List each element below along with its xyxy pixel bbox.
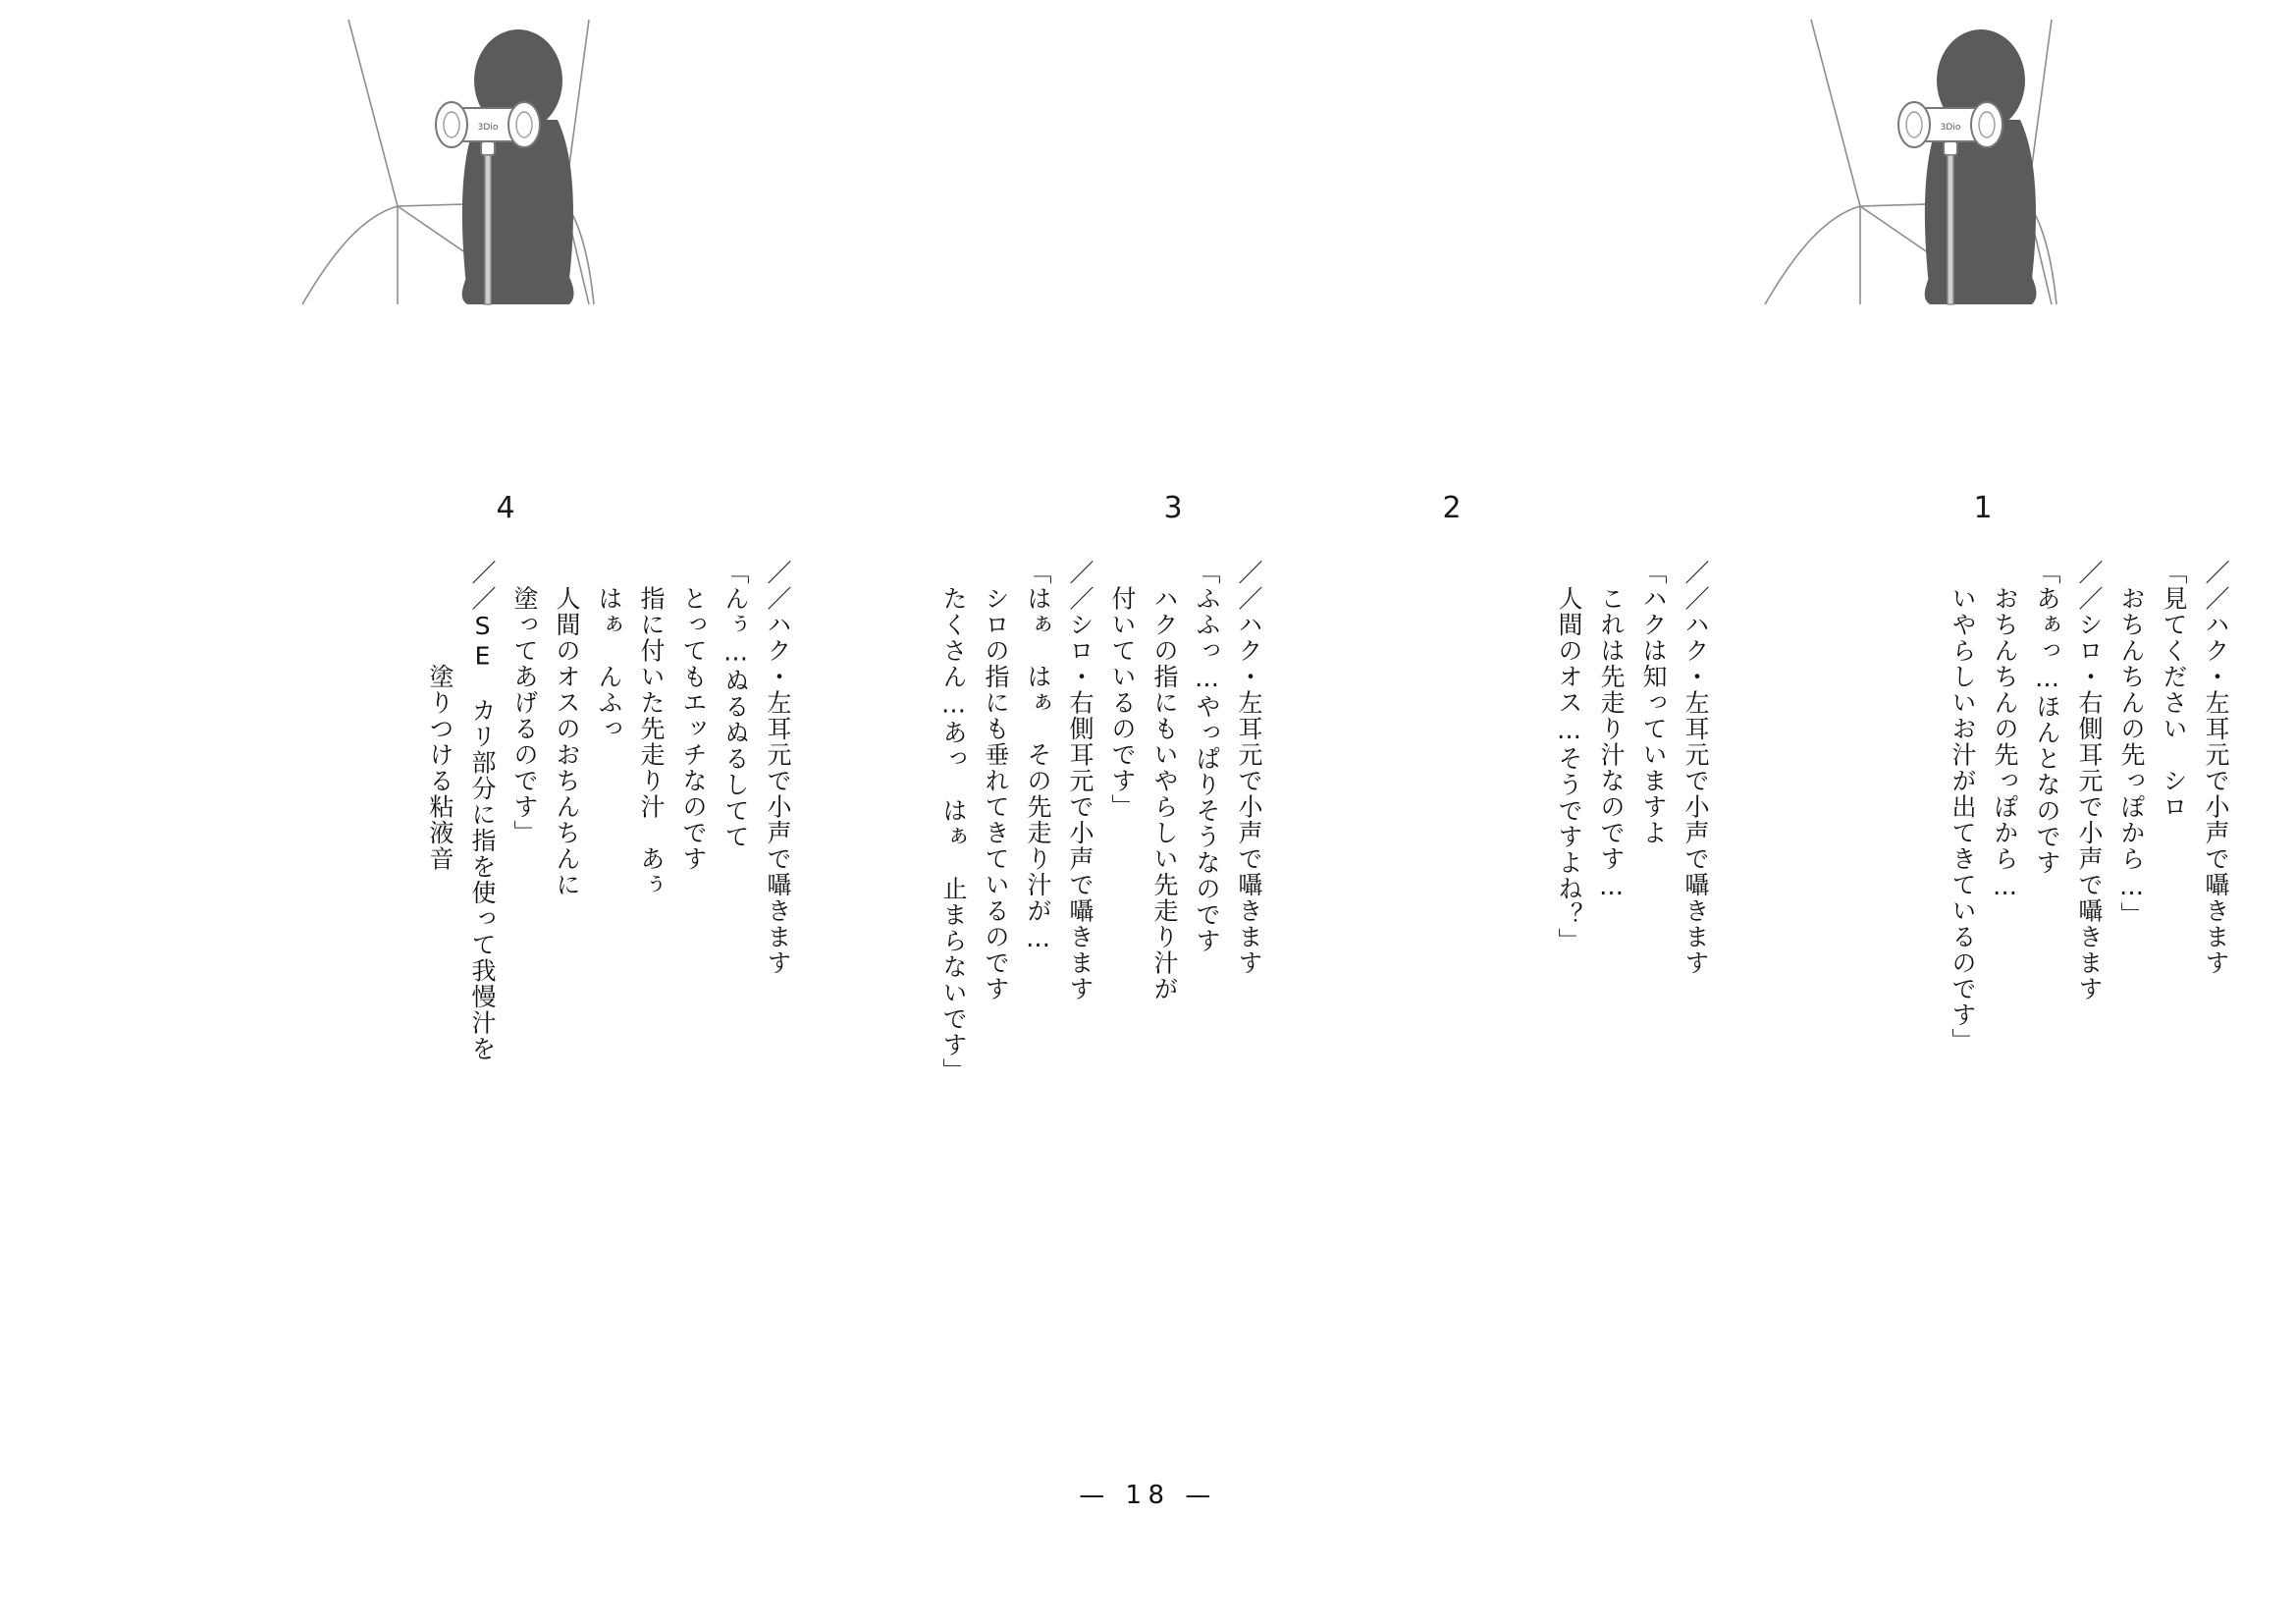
script-line: 人間のオス…そうですよね？」 [1555,560,1583,954]
script-line: ／／ハク・左耳元で小声で囁きます [2202,560,2230,976]
script-line: これは先走り汁なのです… [1597,560,1626,902]
script-line: 指に付いた先走り汁 あぅ [637,560,666,898]
svg-text:3Dio: 3Dio [1940,123,1961,133]
panel-number-3: 3 [1163,491,1183,525]
script-line: とってもエッチなのです [679,560,708,872]
script-line: いやらしいお汁が出てきているのです」 [1949,560,1977,1055]
panel-number-4: 4 [496,491,515,525]
illustration-panel-4 [294,10,717,461]
panel-1-drawing [1757,10,2179,461]
script-line: はぁ んふっ [595,560,623,742]
figure-silhouette [462,29,574,304]
script-line: 付いているのです」 [1108,560,1137,820]
page-number: — 18 — [1079,1481,1217,1510]
panel-number-2: 2 [1442,491,1462,525]
script-line: 「見てください シロ [2160,560,2188,820]
script-line: シロの指にも垂れてきているのです [982,560,1010,1002]
script-line: たくさん…あっ はぁ 止まらないです」 [939,560,968,1084]
script-line: ／／SE カリ部分に指を使って我慢汁を [468,560,497,1062]
panel-4-drawing [294,10,717,461]
script-column-3 [933,560,1270,1473]
script-line: ／／シロ・右側耳元で小声で囁きます [2075,560,2104,1002]
script-column-2 [1548,560,1717,1473]
svg-text:3Dio: 3Dio [477,123,499,133]
script-line: ハクの指にもいやらしい先走り汁が [1150,560,1179,1002]
script-column-1 [1942,560,2237,1473]
script-line: おちんちんの先っぽから… [1991,560,2019,902]
panel-number-1: 1 [1973,491,1993,525]
script-line: 人間のオスのおちんちんに [553,560,581,898]
script-line: 「んぅ…ぬるぬるしてて [721,560,750,850]
script-line: 「ふふっ…やっぱりそうなのです [1193,560,1221,954]
script-line: おちんちんの先っぽから…」 [2117,560,2146,928]
script-line: 塗りつける粘液音 [426,560,454,872]
script-line: ／／ハク・左耳元で小声で囁きます [764,560,792,976]
script-line: 「あぁっ…ほんとなのです [2033,560,2061,876]
figure-silhouette [1925,29,2037,304]
script-column-4 [419,560,799,1473]
illustration-panel-1 [1757,10,2179,461]
script-line: ／／ハク・左耳元で小声で囁きます [1235,560,1263,976]
script-line: 「はぁ はぁ その先走り汁が… [1024,560,1052,954]
script-line: ／／ハク・左耳元で小声で囁きます [1682,560,1710,976]
script-line: 「ハクは知っていますよ [1639,560,1668,846]
script-line: 塗ってあげるのです」 [510,560,539,846]
script-line: ／／シロ・右側耳元で小声で囁きます [1066,560,1095,1002]
